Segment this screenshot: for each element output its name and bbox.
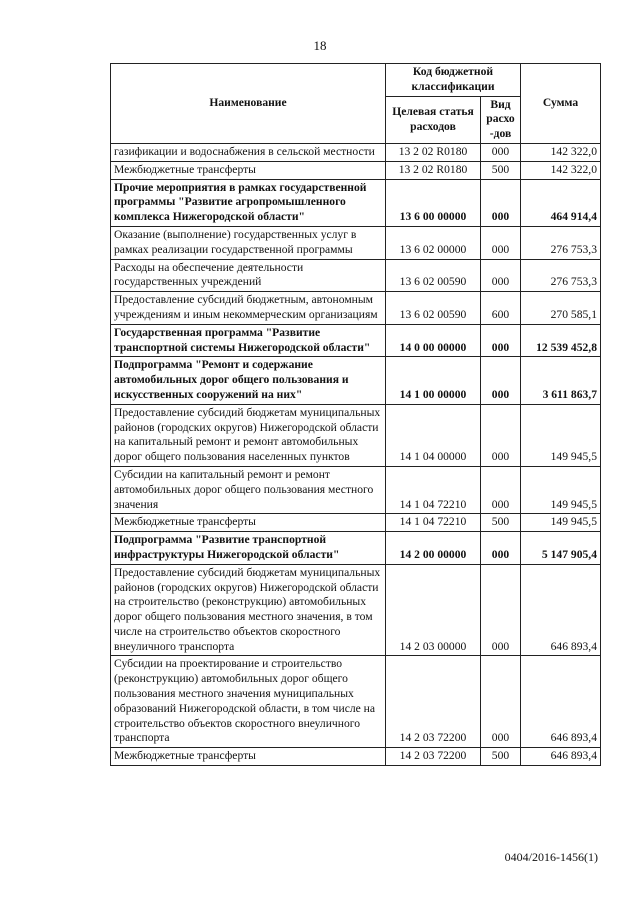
row-name: Субсидии на проектирование и строительство (реконструкцию) автомобильных дорог общего пользования местного значения муниципальных образований Нижегородской области, в том числе на строительство объектов скоростного внеуличного транспорта (111, 656, 386, 748)
row-name: Подпрограмма "Ремонт и содержание автомобильных дорог общего пользования и искусственных сооружений на них" (111, 357, 386, 404)
table-row (111, 324, 601, 357)
row-code: 14 1 04 00000 (386, 404, 481, 466)
row-kind: 000 (481, 564, 521, 656)
row-code: 13 2 02 R0180 (386, 143, 481, 161)
row-name: Прочие мероприятия в рамках государственной программы "Развитие агропромышленного комплекса Нижегородской области" (111, 179, 386, 226)
row-name: Расходы на обеспечение деятельности государственных учреждений (111, 259, 386, 292)
table-row (111, 357, 601, 404)
table-row (111, 161, 601, 179)
row-name: Государственная программа "Развитие транспортной системы Нижегородской области" (111, 324, 386, 357)
header-row-top (111, 64, 601, 97)
row-kind: 000 (481, 357, 521, 404)
row-kind: 000 (481, 143, 521, 161)
table-row (111, 179, 601, 226)
row-sum: 276 753,3 (521, 226, 601, 259)
row-sum: 646 893,4 (521, 564, 601, 656)
row-kind: 000 (481, 179, 521, 226)
row-code: 14 0 00 00000 (386, 324, 481, 357)
row-kind: 000 (481, 404, 521, 466)
table-row (111, 292, 601, 325)
row-name: Межбюджетные трансферты (111, 748, 386, 766)
table-row (111, 656, 601, 748)
row-name: Предоставление субсидий бюджетам муниципальных районов (городских округов) Нижегородской области на капитальный ремонт и ремонт автомобильных дорог общего пользования населенных пунктов (111, 404, 386, 466)
header-target: Целевая статья расходов (386, 96, 481, 143)
table-row (111, 748, 601, 766)
row-sum: 5 147 905,4 (521, 532, 601, 565)
header-kind: Вид расхо -дов (481, 96, 521, 143)
row-code: 13 6 02 00590 (386, 292, 481, 325)
document-id: 0404/2016-1456(1) (504, 850, 598, 864)
table-row (111, 404, 601, 466)
row-kind: 600 (481, 292, 521, 325)
header-sum: Сумма (521, 64, 601, 144)
table-row (111, 564, 601, 656)
budget-table (110, 63, 601, 766)
row-sum: 3 611 863,7 (521, 357, 601, 404)
row-sum: 142 322,0 (521, 143, 601, 161)
row-sum: 149 945,5 (521, 466, 601, 513)
table-row (111, 466, 601, 513)
header-name: Наименование (111, 64, 386, 144)
row-code: 14 1 04 72210 (386, 466, 481, 513)
row-kind: 000 (481, 324, 521, 357)
table-row (111, 514, 601, 532)
row-code: 13 6 00 00000 (386, 179, 481, 226)
row-sum: 149 945,5 (521, 404, 601, 466)
row-code: 14 2 03 72200 (386, 656, 481, 748)
row-kind: 500 (481, 748, 521, 766)
row-name: Подпрограмма "Развитие транспортной инфраструктуры Нижегородской области" (111, 532, 386, 565)
row-name: Предоставление субсидий бюджетным, автономным учреждениям и иным некоммерческим организациям (111, 292, 386, 325)
row-code: 14 2 03 00000 (386, 564, 481, 656)
row-code: 13 2 02 R0180 (386, 161, 481, 179)
table-row (111, 259, 601, 292)
row-code: 14 2 00 00000 (386, 532, 481, 565)
row-code: 14 1 04 72210 (386, 514, 481, 532)
row-kind: 000 (481, 259, 521, 292)
table-row (111, 532, 601, 565)
row-sum: 276 753,3 (521, 259, 601, 292)
row-kind: 000 (481, 466, 521, 513)
row-name: Субсидии на капитальный ремонт и ремонт автомобильных дорог общего пользования местного значения (111, 466, 386, 513)
header-code-group: Код бюджетной классификации (386, 64, 521, 97)
row-sum: 646 893,4 (521, 748, 601, 766)
row-kind: 000 (481, 226, 521, 259)
row-sum: 142 322,0 (521, 161, 601, 179)
row-kind: 500 (481, 514, 521, 532)
row-sum: 464 914,4 (521, 179, 601, 226)
row-code: 13 6 02 00590 (386, 259, 481, 292)
row-kind: 000 (481, 656, 521, 748)
page-number: 18 (313, 38, 327, 53)
row-name: Оказание (выполнение) государственных услуг в рамках реализации государственной программы (111, 226, 386, 259)
row-name: газификации и водоснабжения в сельской местности (111, 143, 386, 161)
row-sum: 149 945,5 (521, 514, 601, 532)
row-name: Межбюджетные трансферты (111, 161, 386, 179)
row-sum: 646 893,4 (521, 656, 601, 748)
table-row (111, 143, 601, 161)
table-row (111, 226, 601, 259)
row-code: 14 2 03 72200 (386, 748, 481, 766)
row-code: 14 1 00 00000 (386, 357, 481, 404)
row-sum: 270 585,1 (521, 292, 601, 325)
row-name: Межбюджетные трансферты (111, 514, 386, 532)
table-body (111, 143, 601, 765)
row-code: 13 6 02 00000 (386, 226, 481, 259)
row-name: Предоставление субсидий бюджетам муниципальных районов (городских округов) Нижегородской области на строительство (реконструкцию) автомобильных дорог общего пользования местного значения, в том числе на строительство объектов скоростного внеуличного транспорта (111, 564, 386, 656)
row-kind: 500 (481, 161, 521, 179)
row-sum: 12 539 452,8 (521, 324, 601, 357)
row-kind: 000 (481, 532, 521, 565)
